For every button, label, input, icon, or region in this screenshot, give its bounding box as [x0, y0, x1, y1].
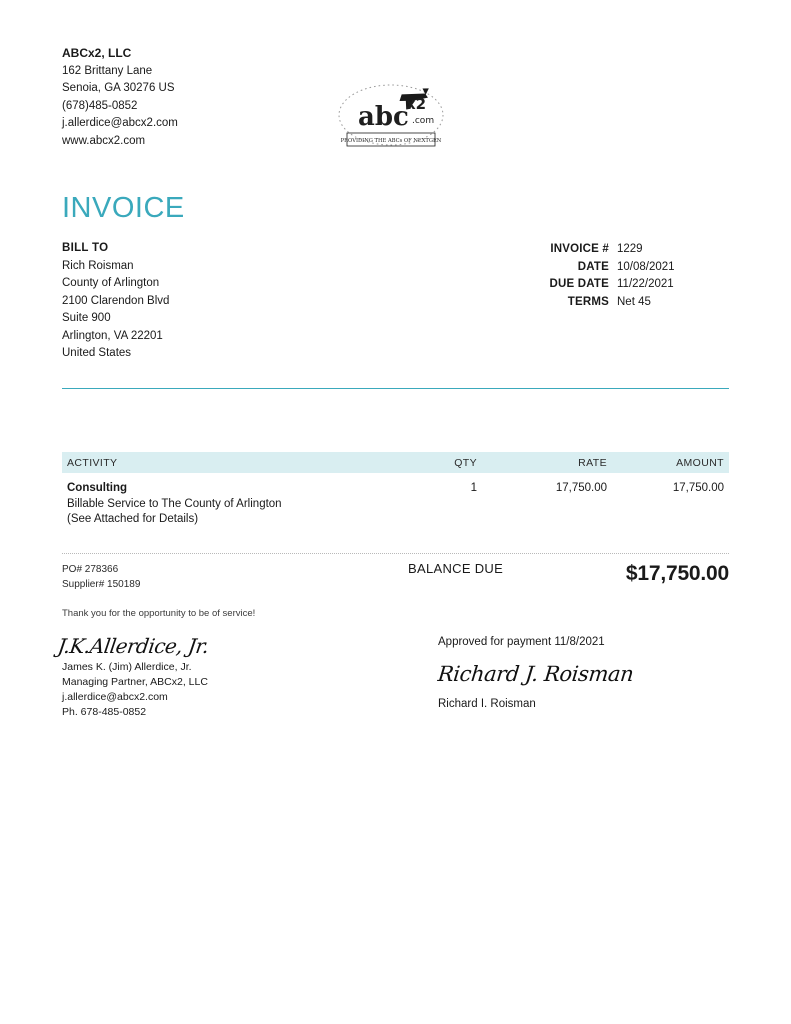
meta-value: Net 45 [617, 295, 651, 308]
svg-text:.com: .com [412, 116, 435, 126]
svg-text:PROVIDING THE ABCs OF NEXTGEN: PROVIDING THE ABCs OF NEXTGEN [340, 138, 442, 144]
company-info [62, 45, 178, 150]
sender-signature: J.K.Allerdice, Jr. [56, 634, 211, 658]
item-name: Consulting [67, 482, 128, 494]
bill-to-line: Rich Roisman [62, 259, 134, 272]
company-name: ABCx2, LLC [62, 46, 132, 60]
document-header [62, 45, 729, 165]
meta-row [429, 276, 729, 294]
company-address-1: 162 Brittany Lane [62, 64, 153, 77]
bill-to-line: Suite 900 [62, 312, 111, 324]
column-header-rate: RATE [578, 456, 607, 469]
sender-signature-block [58, 634, 358, 720]
meta-label: TERMS [567, 295, 609, 308]
line-items-table [62, 452, 729, 528]
supplier-number: Supplier# 150189 [62, 579, 141, 590]
sender-details [58, 660, 358, 720]
company-email: j.allerdice@abcx2.com [62, 117, 178, 129]
sender-name: James K. (Jim) Allerdice, Jr. [62, 661, 192, 673]
bill-to-line: 2100 Clarendon Blvd [62, 294, 170, 307]
row-qty-cell: 1 [470, 482, 477, 494]
column-header-qty: QTY [454, 456, 477, 469]
approver-signature: Richard J. Roisman [436, 662, 635, 686]
meta-label: DUE DATE [549, 278, 609, 290]
approval-block [438, 634, 758, 710]
approver-name: Richard I. Roisman [438, 698, 536, 710]
column-header-activity: ACTIVITY [67, 456, 118, 469]
row-activity-cell [62, 481, 367, 528]
svg-text:abc: abc [358, 102, 409, 132]
po-info [62, 562, 140, 592]
bill-to-line: United States [62, 347, 132, 359]
item-description-1: Billable Service to The County of Arlington [67, 497, 282, 510]
balance-due-label: BALANCE DUE [408, 561, 504, 576]
bill-to-block [62, 240, 169, 363]
row-rate-cell: 17,750.00 [555, 482, 607, 494]
accent-divider [62, 388, 729, 389]
sender-email: j.allerdice@abcx2.com [62, 691, 168, 703]
sender-phone: Ph. 678-485-0852 [62, 706, 147, 718]
bill-to-line: County of Arlington [62, 277, 160, 289]
meta-row [429, 241, 729, 259]
svg-text:x2: x2 [406, 95, 427, 113]
approval-line: Approved for payment 11/8/2021 [438, 636, 605, 648]
company-logo [334, 75, 449, 165]
row-amount-cell: 17,750.00 [672, 482, 724, 494]
company-address-2: Senoia, GA 30276 US [62, 82, 175, 94]
thank-you-note: Thank you for the opportunity to be of service! [62, 608, 256, 619]
bill-to-label: BILL TO [62, 242, 109, 254]
company-website: www.abcx2.com [62, 134, 146, 147]
meta-row [429, 259, 729, 277]
invoice-meta [429, 241, 729, 311]
meta-value: 10/08/2021 [617, 260, 675, 273]
item-description-2: (See Attached for Details) [67, 513, 199, 525]
meta-value: 11/22/2021 [617, 278, 674, 290]
meta-label: INVOICE # [550, 243, 609, 255]
meta-label: DATE [577, 260, 609, 273]
page-title: INVOICE [62, 192, 185, 224]
totals-separator [62, 553, 729, 554]
table-header-row [62, 452, 729, 473]
balance-due-amount: $17,750.00 [625, 562, 729, 585]
table-row [62, 473, 729, 528]
sender-title: Managing Partner, ABCx2, LLC [62, 676, 208, 688]
column-header-amount: AMOUNT [676, 456, 724, 469]
bill-to-line: Arlington, VA 22201 [62, 329, 163, 342]
company-phone: (678)485-0852 [62, 99, 138, 112]
meta-value: 1229 [617, 243, 643, 255]
meta-row [429, 294, 729, 312]
po-number: PO# 278366 [62, 564, 119, 575]
